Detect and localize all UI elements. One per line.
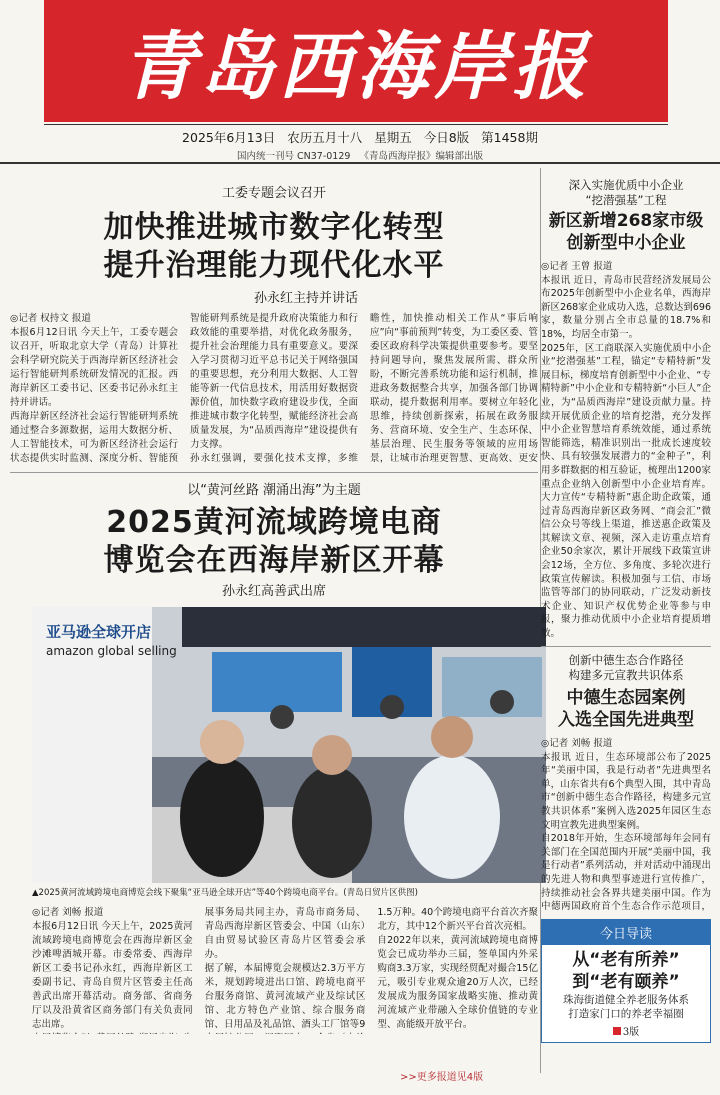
lunar-date: 农历五月十八 bbox=[287, 130, 363, 145]
guide-bar: 今日导读 bbox=[542, 920, 710, 945]
photo-caption: ▲2025黄河流域跨境电商博览会线下聚集“亚马逊全球开店”等40个跨境电商平台。(青岛日贸片区供图) bbox=[32, 888, 418, 898]
expo-photo-scene bbox=[32, 607, 546, 883]
side1-headline-2: 创新型中小企业 bbox=[566, 233, 686, 253]
weekday: 星期五 bbox=[374, 130, 412, 145]
issue-date: 2025年6月13日 bbox=[182, 130, 276, 145]
cn-number: 国内统一刊号 CN37-0129 bbox=[236, 151, 351, 162]
side2-kicker-2: 构建多元宣教共识体系 bbox=[568, 668, 684, 682]
lead-kicker: 工委专题会议召开 bbox=[221, 186, 326, 201]
section-divider bbox=[10, 472, 538, 473]
expo-photo bbox=[32, 607, 546, 883]
side1-kicker-2: “挖潜强基”工程 bbox=[585, 193, 667, 207]
page-marker-icon bbox=[613, 1027, 621, 1035]
side2-headline-1: 中德生态园案例 bbox=[566, 688, 686, 708]
guide-headline-2: 到“老有颐养” bbox=[572, 972, 680, 992]
side1-kicker-1: 深入实施优质中小企业 bbox=[568, 178, 684, 192]
lead-headline-2: 提升治理能力现代化水平 bbox=[103, 248, 445, 283]
expo-column-2: 展事务局共同主办，青岛市商务局、青岛西海岸新区管委会、中国（山东）自由贸易试验区青岛片区管委会承办。 据了解，本届博览会规模达2.3万平方米，规划跨境进出口馆、跨境电商平台服务商馆、黄河流域产业及综试区馆、北方特色产业馆、综合服务商馆、日用品及礼品馆、酒头工厂馆等9 bbox=[204, 907, 366, 1030]
todays-guide-box[interactable] bbox=[541, 919, 711, 1043]
lead-column-2: 智能研判系统是提升政府决策能力和行政效能的重要举措，对优化政务服务，提升社会治理能力具有重要意义。要深入学习贯彻习近平总书记关于网络强国的重要思想，充分利用大数据、人工智能等新一代信息技术，用活用好数据资源价值，加快数字政府建设步伐，全面推进城市数字化转型，赋能经济社会高质量发展，为“品质西海岸”建设提供有力支撑。 孙永红强调，要强化技术支撑，多维 bbox=[190, 313, 358, 464]
lead-column-1: ◎记者 权持文 报道 本报6月12日讯 今天上午，工委专题会议召开，听取北京大学（青岛）计算社会科学研究院关于西海岸新区经济社会运行智能研判系统研发情况的汇报。西海岸新区工委书记、区委书记孙永红主持并讲话。 西海岸新区经济社会运行智能研判系统通过整合多源数据，运用大数据分析、人工智能技术，可为新区经济社会运行状态提供实时监测、深度分析、智能预 bbox=[10, 313, 178, 464]
photo-sign-1: 亚马逊全球开店 bbox=[46, 623, 152, 641]
expo-story bbox=[10, 479, 538, 1034]
masthead bbox=[44, 0, 668, 122]
publisher: 《青岛西海岸报》编辑部出版 bbox=[359, 151, 484, 162]
guide-headline-1: 从“老有所养” bbox=[572, 950, 680, 970]
side2-kicker-1: 创新中德生态合作路径 bbox=[568, 653, 684, 667]
side2-headline-2: 入选全国先进典型 bbox=[558, 710, 694, 730]
side-column bbox=[541, 172, 711, 1043]
side-story-2 bbox=[541, 653, 711, 913]
lead-subhead: 孙永红主持并讲话 bbox=[253, 291, 358, 306]
side2-body: ◎记者 刘畅 报道 本报讯 近日，生态环境部公布了2025年“美丽中国，我是行动者”先进典型名单，山东省共有6个典型入围，其中青岛市“创新中德生态合作路径，构建多元宣教共识体系”案例入选2025年园区生态文明宣教先进典型案例。 自2018年开始，生态环境部每年会同有关部门在全国范围内开展“美丽中国，我是行动者”系列活动，并对活动中涌现出的先进人物和典型事迹进行宣传推广，持续推动社会各界共建美丽中国。作为中德两国政府首个生态合作示范项目， bbox=[541, 738, 711, 913]
issue-number: 第1458期 bbox=[481, 130, 538, 145]
photo-sign-2: amazon global selling bbox=[46, 644, 177, 658]
guide-page-ref bbox=[542, 1023, 710, 1038]
main-column bbox=[10, 172, 538, 1034]
page-count: 今日8版 bbox=[423, 130, 470, 145]
guide-sub-2: 打造家门口的养老幸福圈 bbox=[568, 1008, 684, 1020]
side1-headline-1: 新区新增268家市级 bbox=[548, 211, 704, 231]
side1-body: ◎记者 王曾 报道 本报讯 近日，青岛市民营经济发展局公布2025年创新型中小企业名单，西海岸新区268家企业成功入选，总数达到696家，数量分别占全市总量的18.7%和18%，均居全市第一。 2025年，区工商联深入实施优质中小企业“挖潜强基”工程，锚定“专精特新”发展目标，梯度培育创新型中小企业、“专精特新”中小企业和专精特新“小巨人”企业，为“品质西海岸”建设贡献力量。持续开展优质企业的培育挖潜，充分发挥中小企业智慧培育系统效能，通过系统智能筛选，精准识别出一批成长速度较快、具有较强发展潜力的“金种子”，利用多群数据的相互验证，梳理出1200家重点企业纳入创新型中小企业培育库。大力宣传“专精特新”惠企助企政策，通过青岛西海岸新区政务网、“商会汇”微信公众号等线上渠道，推送惠企政策及其解读文章、视频，深入走访重点培育企业50余家次，累计开展线下政策宣讲会12场，全方位、多角度、多轮次进行政策宣传解读。积极加强与工信、市场监管等部门的协同联动，广泛发动新技术企业、知识产权优势企业等参与申报，聚力推动优质中小企业培育提质增效。 bbox=[541, 261, 711, 640]
more-coverage-link[interactable]: >>更多报道见4版 bbox=[400, 1072, 484, 1083]
side-divider bbox=[541, 646, 711, 647]
guide-sub-1: 珠海街道健全养老服务体系 bbox=[563, 994, 689, 1006]
expo-column-1: ◎记者 刘畅 报道 本报6月12日讯 今天上午，2025黄河流域跨境电商博览会在西海岸新区金沙滩啤酒城开幕。市委常委、西海岸新区工委书记孙永红，西海岸新区工委副书记、青岛自贸片区管委主任高善武出席开幕活动。商务部、省商务厅以及沿黄省区商务部门有关负责同志出席。 bbox=[32, 907, 193, 1030]
lead-story bbox=[10, 182, 538, 464]
expo-headline-2: 博览会在西海岸新区开幕 bbox=[103, 543, 445, 578]
side-story-1 bbox=[541, 178, 711, 640]
lead-column-3: 瞻性，加快推动相关工作从“事后响应”向“事前预判”转变，为工委区委、管委区政府科学决策提供重要参考。要坚持问题导向，聚焦发展所需、群众所盼，不断完善系统功能和运行机制，推进政务数据整合共享，加强各部门协调联动，提升数据利用率。要树立年轻化思维，持续创新探索，拓展在政务服务、营商环境、安全生产、生态环保、基层治理、民生服务等领域的应用场景，让城市治理更智慧、更高效、更安 bbox=[370, 313, 538, 464]
expo-column-3: 1.5万种。40个跨境电商平台首次齐聚北方，其中12个新兴平台首次亮相。 自2022年以来，黄河流域跨境电商博览会已成功举办三届，签单国内外采购商3.3万家，实现经贸配对撮合15亿元，吸引专业观众逾20万人次，已经发展成为服务国家战略实施、推动黄河流域产业带融入全球价值链的专业型、高能级开放平台。 bbox=[377, 907, 538, 1030]
lead-headline-1: 加快推进城市数字化转型 bbox=[103, 210, 445, 245]
dateline-bottom-rule bbox=[0, 162, 720, 164]
dateline bbox=[0, 124, 720, 162]
expo-headline-1: 2025黄河流域跨境电商 bbox=[106, 505, 442, 540]
dateline-top-rule bbox=[44, 124, 668, 125]
guide-page-number: 3版 bbox=[622, 1027, 640, 1038]
newspaper-title: 青岛西海岸报 bbox=[122, 24, 590, 110]
expo-subhead: 孙永红高善武出席 bbox=[221, 584, 326, 599]
expo-kicker: 以“黄河丝路 潮涌出海”为主题 bbox=[187, 483, 361, 498]
